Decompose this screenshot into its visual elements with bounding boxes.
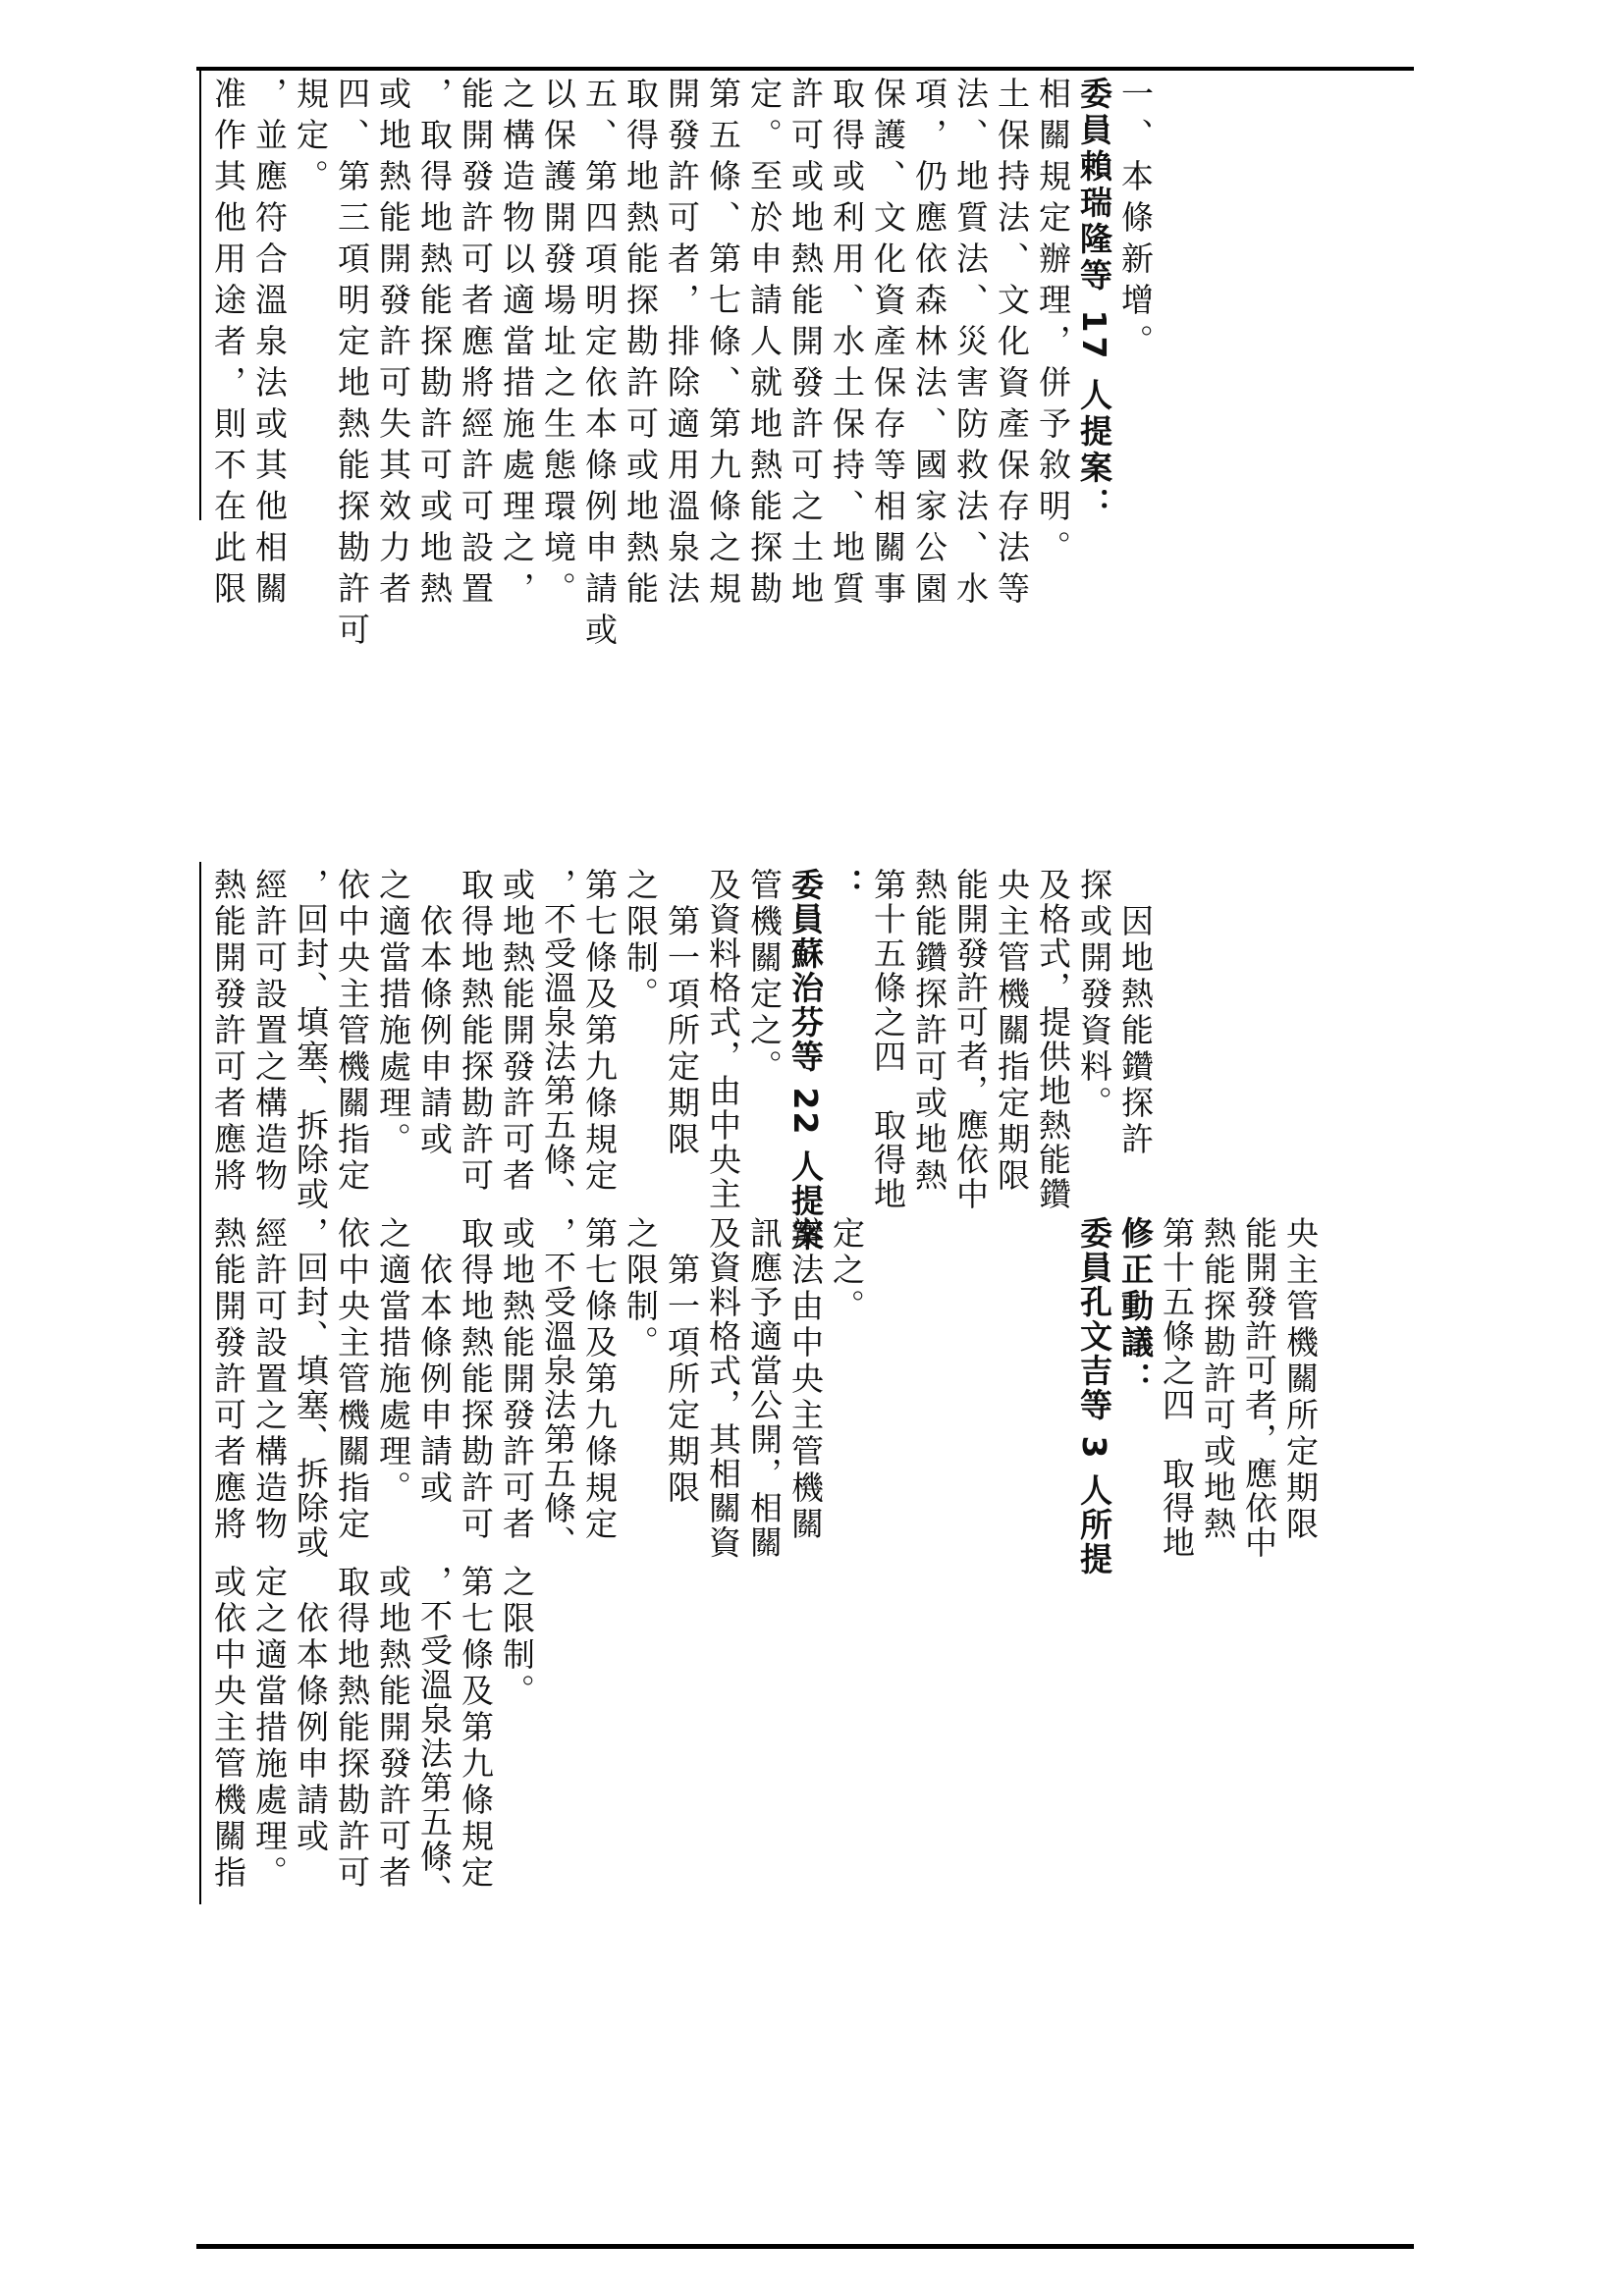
separator-col-a: [199, 1558, 201, 1904]
separator-col-c: [199, 862, 201, 1210]
separator-col-d: [199, 71, 201, 520]
table-top-border: [196, 67, 1414, 71]
table-bottom-border: [196, 2244, 1414, 2249]
separator-col-b: [199, 1210, 201, 1558]
